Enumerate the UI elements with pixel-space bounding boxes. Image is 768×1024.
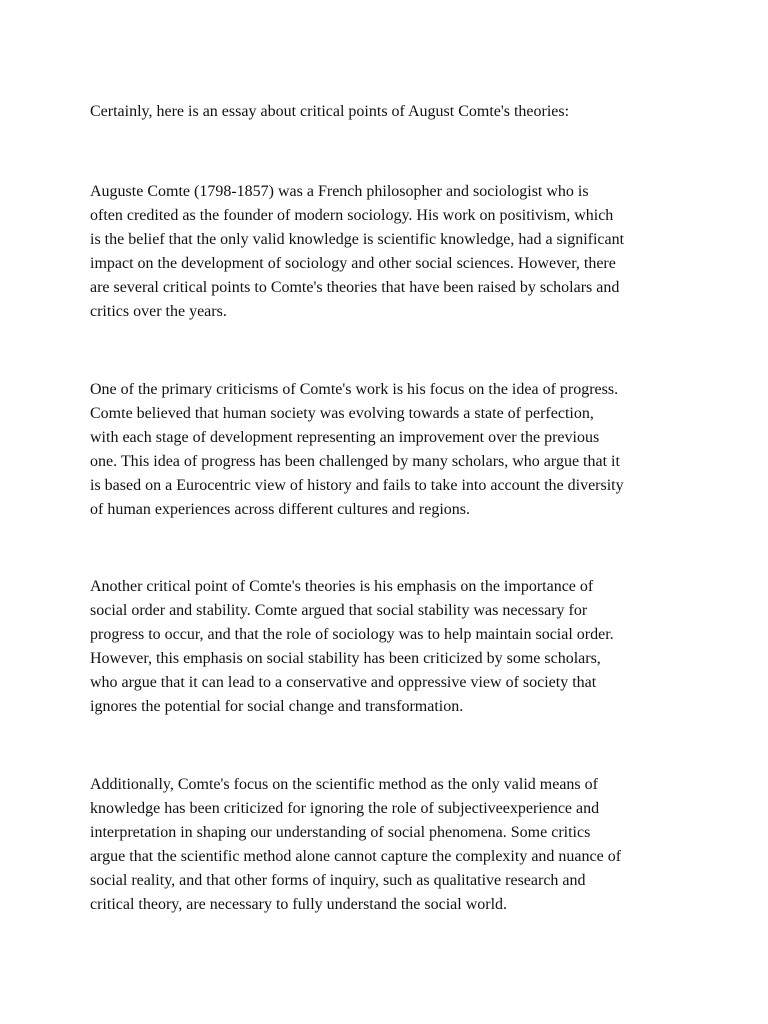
paragraph-line: Comte believed that human society was evolving towards a state of perfection, bbox=[90, 405, 594, 422]
paragraph-line: Auguste Comte (1798-1857) was a French philosopher and sociologist who is bbox=[90, 183, 589, 200]
paragraph-line: argue that the scientific method alone cannot capture the complexity and nuance of bbox=[90, 848, 622, 865]
paragraph-line: is the belief that the only valid knowledge is scientific knowledge, had a significant bbox=[90, 231, 625, 248]
paragraph-line: impact on the development of sociology and other social sciences. However, there bbox=[90, 255, 616, 272]
paragraph-line: critics over the years. bbox=[90, 303, 227, 320]
paragraph-line: knowledge has been criticized for ignoring the role of subjectiveexperience and bbox=[90, 800, 600, 817]
paragraph-line: One of the primary criticisms of Comte's work is his focus on the idea of progress. bbox=[90, 381, 619, 398]
paragraph-line: are several critical points to Comte's theories that have been raised by scholars and bbox=[90, 279, 620, 296]
paragraph-1 bbox=[90, 180, 690, 324]
intro-line bbox=[90, 100, 690, 124]
paragraph-line: with each stage of development representing an improvement over the previous bbox=[90, 429, 600, 446]
paragraph-line: of human experiences across different cultures and regions. bbox=[90, 501, 471, 518]
intro-text: Certainly, here is an essay about critical points of August Comte's theories: bbox=[90, 103, 570, 120]
paragraph-line: Another critical point of Comte's theories is his emphasis on the importance of bbox=[90, 578, 594, 595]
paragraph-2 bbox=[90, 378, 690, 522]
paragraph-line: often credited as the founder of modern sociology. His work on positivism, which bbox=[90, 207, 614, 224]
paragraph-3 bbox=[90, 575, 690, 719]
paragraph-line: social reality, and that other forms of inquiry, such as qualitative research and bbox=[90, 872, 586, 889]
paragraph-line: is based on a Eurocentric view of history and fails to take into account the diversity bbox=[90, 477, 624, 494]
paragraph-line: progress to occur, and that the role of sociology was to help maintain social order. bbox=[90, 626, 614, 643]
paragraph-4 bbox=[90, 773, 690, 917]
paragraph-line: critical theory, are necessary to fully understand the social world. bbox=[90, 896, 508, 913]
paragraph-line: social order and stability. Comte argued that social stability was necessary for bbox=[90, 602, 588, 619]
paragraph-line: ignores the potential for social change and transformation. bbox=[90, 698, 464, 715]
paragraph-line: However, this emphasis on social stability has been criticized by some scholars, bbox=[90, 650, 601, 667]
paragraph-line: one. This idea of progress has been challenged by many scholars, who argue that it bbox=[90, 453, 620, 470]
paragraph-line: interpretation in shaping our understanding of social phenomena. Some critics bbox=[90, 824, 591, 841]
paragraph-line: who argue that it can lead to a conservative and oppressive view of society that bbox=[90, 674, 597, 691]
paragraph-line: Additionally, Comte's focus on the scientific method as the only valid means of bbox=[90, 776, 598, 793]
